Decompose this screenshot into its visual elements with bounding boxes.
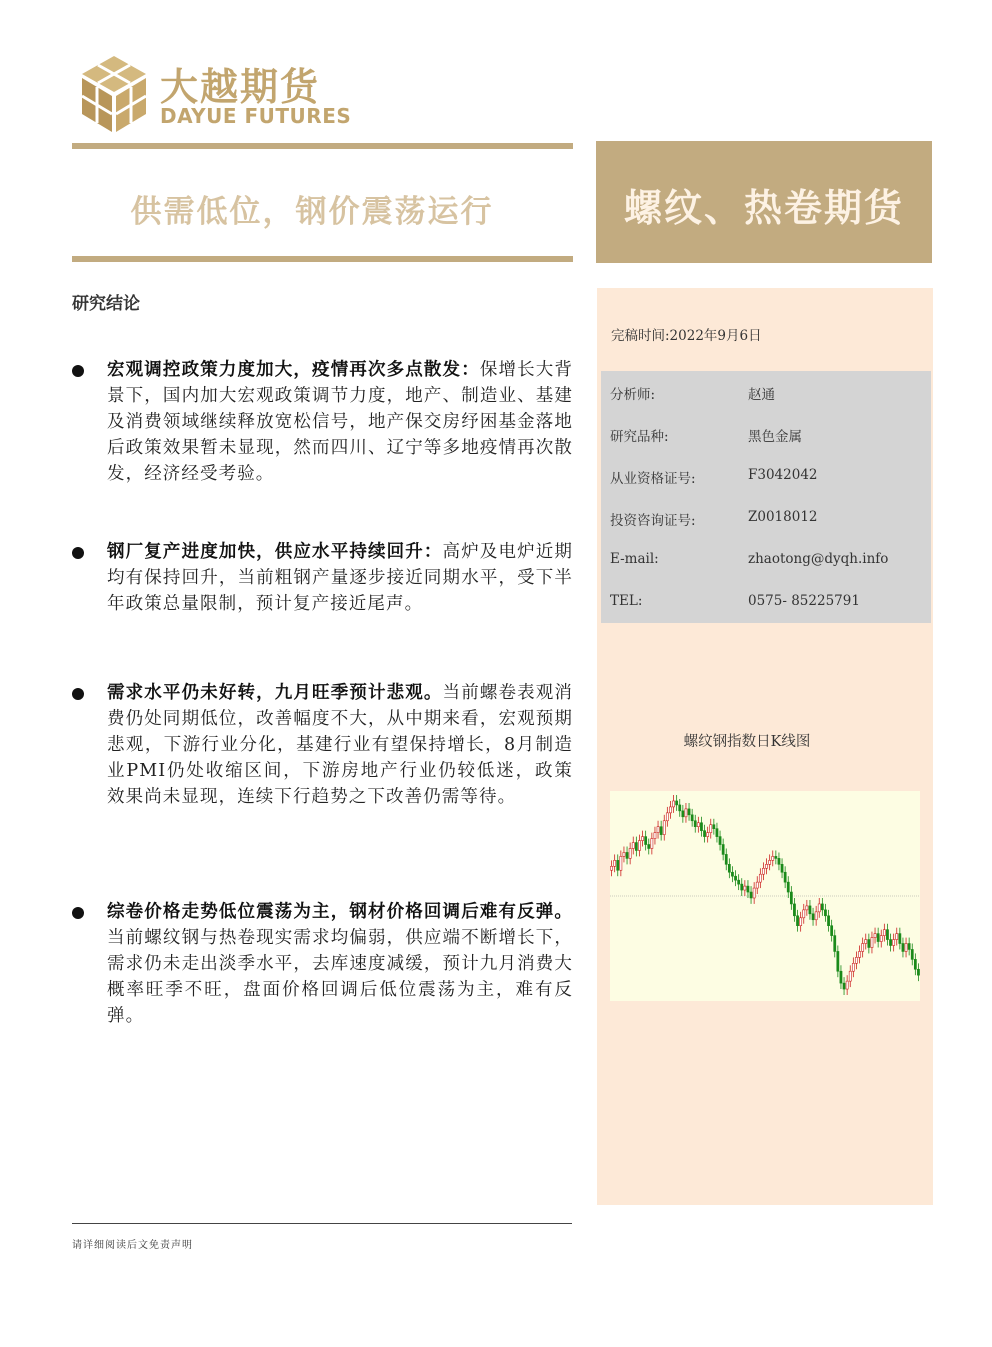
- bullet-icon: [72, 907, 84, 919]
- point-text: [107, 357, 573, 487]
- bullet-icon: [72, 547, 84, 559]
- logo-cube-icon: [78, 52, 150, 136]
- title-divider-bottom: [72, 256, 573, 262]
- title-divider-top: [72, 143, 573, 149]
- info-row: [601, 371, 931, 413]
- info-row: [601, 455, 931, 497]
- point-text: [107, 539, 573, 617]
- info-label: E-mail:: [610, 551, 659, 567]
- point-body: 高炉及电炉近期均有保持回升，当前粗钢产量逐步接近同期水平，受下半年政策总量限制，预计复产接近尾声。: [107, 542, 573, 614]
- info-value: Z0018012: [748, 509, 818, 525]
- company-logo: [78, 52, 352, 142]
- info-row: [601, 413, 931, 455]
- point-highlight: 需求水平仍未好转，九月旺季预计悲观。: [107, 683, 443, 703]
- brand-name-cn: 大越期货: [160, 65, 321, 109]
- bullet-icon: [72, 365, 84, 377]
- info-label: 研究品种:: [610, 429, 669, 445]
- brand-name-en: DAYUE FUTURES: [160, 104, 352, 128]
- info-value: 0575- 85225791: [748, 593, 860, 609]
- point-text: [107, 899, 573, 1029]
- candlestick-chart: [610, 791, 920, 1001]
- category-label: 螺纹、热卷期货: [623, 186, 904, 230]
- info-row: [601, 581, 931, 623]
- info-label: 分析师:: [610, 387, 656, 403]
- info-row: [601, 497, 931, 539]
- footer-disclaimer: 请详细阅读后文免责声明: [72, 1240, 193, 1251]
- point-body: 当前螺纹钢与热卷现实需求均偏弱，供应端不断增长下，需求仍未走出淡季水平，去库速度减缓，预计九月消费大概率旺季不旺，盘面价格回调后低位震荡为主，难有反弹。: [107, 928, 573, 1026]
- info-value: zhaotong@dyqh.info: [748, 551, 889, 567]
- analyst-info-box: [601, 371, 931, 623]
- info-label: TEL:: [610, 593, 643, 609]
- info-value: 黑色金属: [748, 429, 802, 445]
- point-body: 当前螺卷表观消费仍处同期低位，改善幅度不大，从中期来看，宏观预期悲观，下游行业分化，基建行业有望保持增长，8月制造业PMI仍处收缩区间，下游房地产行业仍较低迷，政策效果尚未显现，连续下行趋势之下改善仍需等待。: [107, 683, 573, 807]
- section-heading: 研究结论: [72, 294, 140, 314]
- report-title: 供需低位，钢价震荡运行: [130, 194, 494, 230]
- info-value: F3042042: [748, 467, 818, 483]
- info-label: 从业资格证号:: [610, 471, 696, 487]
- point-text: [107, 680, 573, 810]
- footer-divider: [72, 1223, 572, 1224]
- info-value: 赵通: [748, 387, 775, 403]
- point-highlight: 钢厂复产进度加快，供应水平持续回升：: [107, 542, 443, 562]
- point-highlight: 宏观调控政策力度加大，疫情再次多点散发：: [107, 360, 480, 380]
- info-row: [601, 539, 931, 581]
- info-label: 投资咨询证号:: [610, 513, 696, 529]
- category-banner: [596, 141, 932, 263]
- chart-title: 螺纹钢指数日K线图: [683, 734, 811, 750]
- point-body: 保增长大背景下，国内加大宏观政策调节力度，地产、制造业、基建及消费领域继续释放宽松信号，地产保交房纾困基金落地后政策效果暂未显现，然而四川、辽宁等多地疫情再次散发，经济经受考验。: [107, 360, 574, 484]
- bullet-icon: [72, 688, 84, 700]
- point-highlight: 综卷价格走势低位震荡为主，钢材价格回调后难有反弹。: [107, 902, 573, 922]
- completion-date: 完稿时间:2022年9月6日: [611, 328, 762, 344]
